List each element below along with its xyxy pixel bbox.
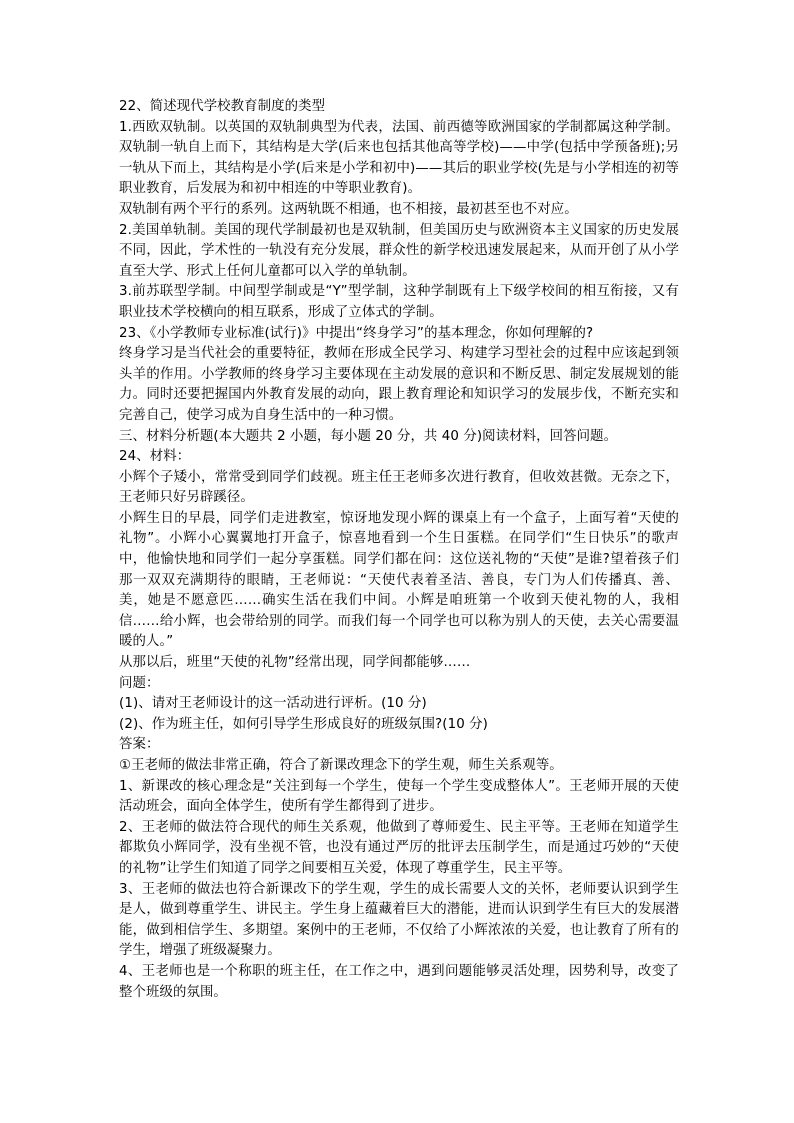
question-24-2: (2)、作为班主任，如何引导学生形成良好的班级氛围?(10 分): [119, 716, 489, 732]
section-3-heading: 三、材料分析题(本大题共 2 小题，每小题 20 分，共 40 分)阅读材料，回答问题。: [119, 428, 618, 444]
answer-24-point-1: 1、新课改的核心理念是“关注到每一个学生，使每一个学生变成整体人”。王老师开展的天使活动班会，面向全体学生，使所有学生都得到了进步。: [119, 778, 679, 815]
answer-24-summary: ①王老师的做法非常正确，符合了新课改理念下的学生观，师生关系观等。: [119, 758, 563, 773]
question-23-title: 23、《小学教师专业标准(试行)》中提出“终身学习”的基本理念，你如何理解的?: [119, 325, 594, 341]
questions-label: 问题：: [119, 675, 160, 691]
answer-24-point-4: 4、王老师也是一个称职的班主任，在工作之中，遇到问题能够灵活处理，因势利导，改变了整个班级的氛围。: [119, 963, 679, 1000]
answer-label: 答案：: [119, 737, 160, 753]
material-paragraph-1: 小辉个子矮小，常常受到同学们歧视。班主任王老师多次进行教育，但收效甚微。无奈之下，王老师只好另辟蹊径。: [119, 469, 679, 506]
answer-22-dual-track-note: 双轨制有两个平行的系列。这两轨既不相通，也不相接，最初甚至也不对应。: [119, 201, 578, 217]
answer-22-soviet-type: 3.前苏联型学制。中间型学制或是“Y”型学制，这种学制既有上下级学校间的相互衔接，又有职业技术学校横向的相互联系，形成了立体式的学制。: [119, 284, 679, 320]
question-24-1: (1)、请对王老师设计的这一活动进行评析。(10 分): [119, 696, 427, 712]
answer-23: 终身学习是当代社会的重要特征，教师在形成全民学习、构建学习型社会的过程中应该起到领头羊的作用。小学教师的终身学习主要体现在主动发展的意识和不断反思、制定发展规划的能力。同时还要把握国内外教育发展的动向，跟上教育理论和知识学习的发展步伐，不断充实和完善自己，使学习成为自身生活中的一种习惯。: [119, 346, 679, 423]
material-paragraph-3: 从那以后，班里“天使的礼物”经常出现，同学间都能够……: [119, 655, 471, 671]
document-page: [119, 97, 679, 1003]
answer-24-point-2: 2、王老师的做法符合现代的师生关系观，他做到了尊师爱生、民主平等。王老师在知道学生都欺负小辉同学，没有坐视不管，也没有通过严厉的批评去压制学生，而是通过巧妙的“天使的礼物”让学生们知道了同学之间要相互关爱，体现了尊重学生，民主平等。: [119, 819, 679, 876]
answer-22-western-dual-track: 1.西欧双轨制。以英国的双轨制典型为代表，法国、前西德等欧洲国家的学制都属这种学制。双轨制一轨自上而下，其结构是大学(后来也包括其他高等学校)——中学(包括中学预备班);另一轨从下而上，其结构是小学(后来是小学和初中)——其后的职业学校(先是与小学相连的初等职业教育，后发展为和初中相连的中等职业教育)。: [119, 119, 679, 197]
question-24-title: 24、材料：: [119, 449, 191, 465]
question-22-title: 22、简述现代学校教育制度的类型: [119, 99, 326, 114]
answer-24-point-3: 3、王老师的做法也符合新课改下的学生观，学生的成长需要人文的关怀，老师要认识到学生是人，做到尊重学生、讲民主。学生身上蕴藏着巨大的潜能，进而认识到学生有巨大的发展潜能，做到相信学生、多期望。案例中的王老师，不仅给了小辉浓浓的关爱，也让教育了所有的学生，增强了班级凝聚力。: [119, 881, 679, 959]
answer-22-us-single-track: 2.美国单轨制。美国的现代学制最初也是双轨制，但美国历史与欧洲资本主义国家的历史发展不同，因此，学术性的一轨没有充分发展，群众性的新学校迅速发展起来，从而开创了从小学直至大学、形式上任何儿童都可以入学的单轨制。: [119, 222, 679, 279]
material-paragraph-2: 小辉生日的早晨，同学们走进教室，惊讶地发现小辉的课桌上有一个盒子，上面写着“天使的礼物”。小辉小心翼翼地打开盒子，惊喜地看到一个生日蛋糕。在同学们“生日快乐”的歌声中，他愉快地和同学们一起分享蛋糕。同学们都在问：这位送礼物的“天使”是谁?望着孩子们那一双双充满期待的眼睛，王老师说：“天使代表着圣洁、善良，专门为人们传播真、善、美，她是不愿意匹……确实生活在我们中间。小辉是咱班第一个收到天使礼物的人，我相信……给小辉，也会带给别的同学。而我们每一个同学也可以称为别人的天使，去关心需要温暖的人。”: [119, 510, 679, 650]
